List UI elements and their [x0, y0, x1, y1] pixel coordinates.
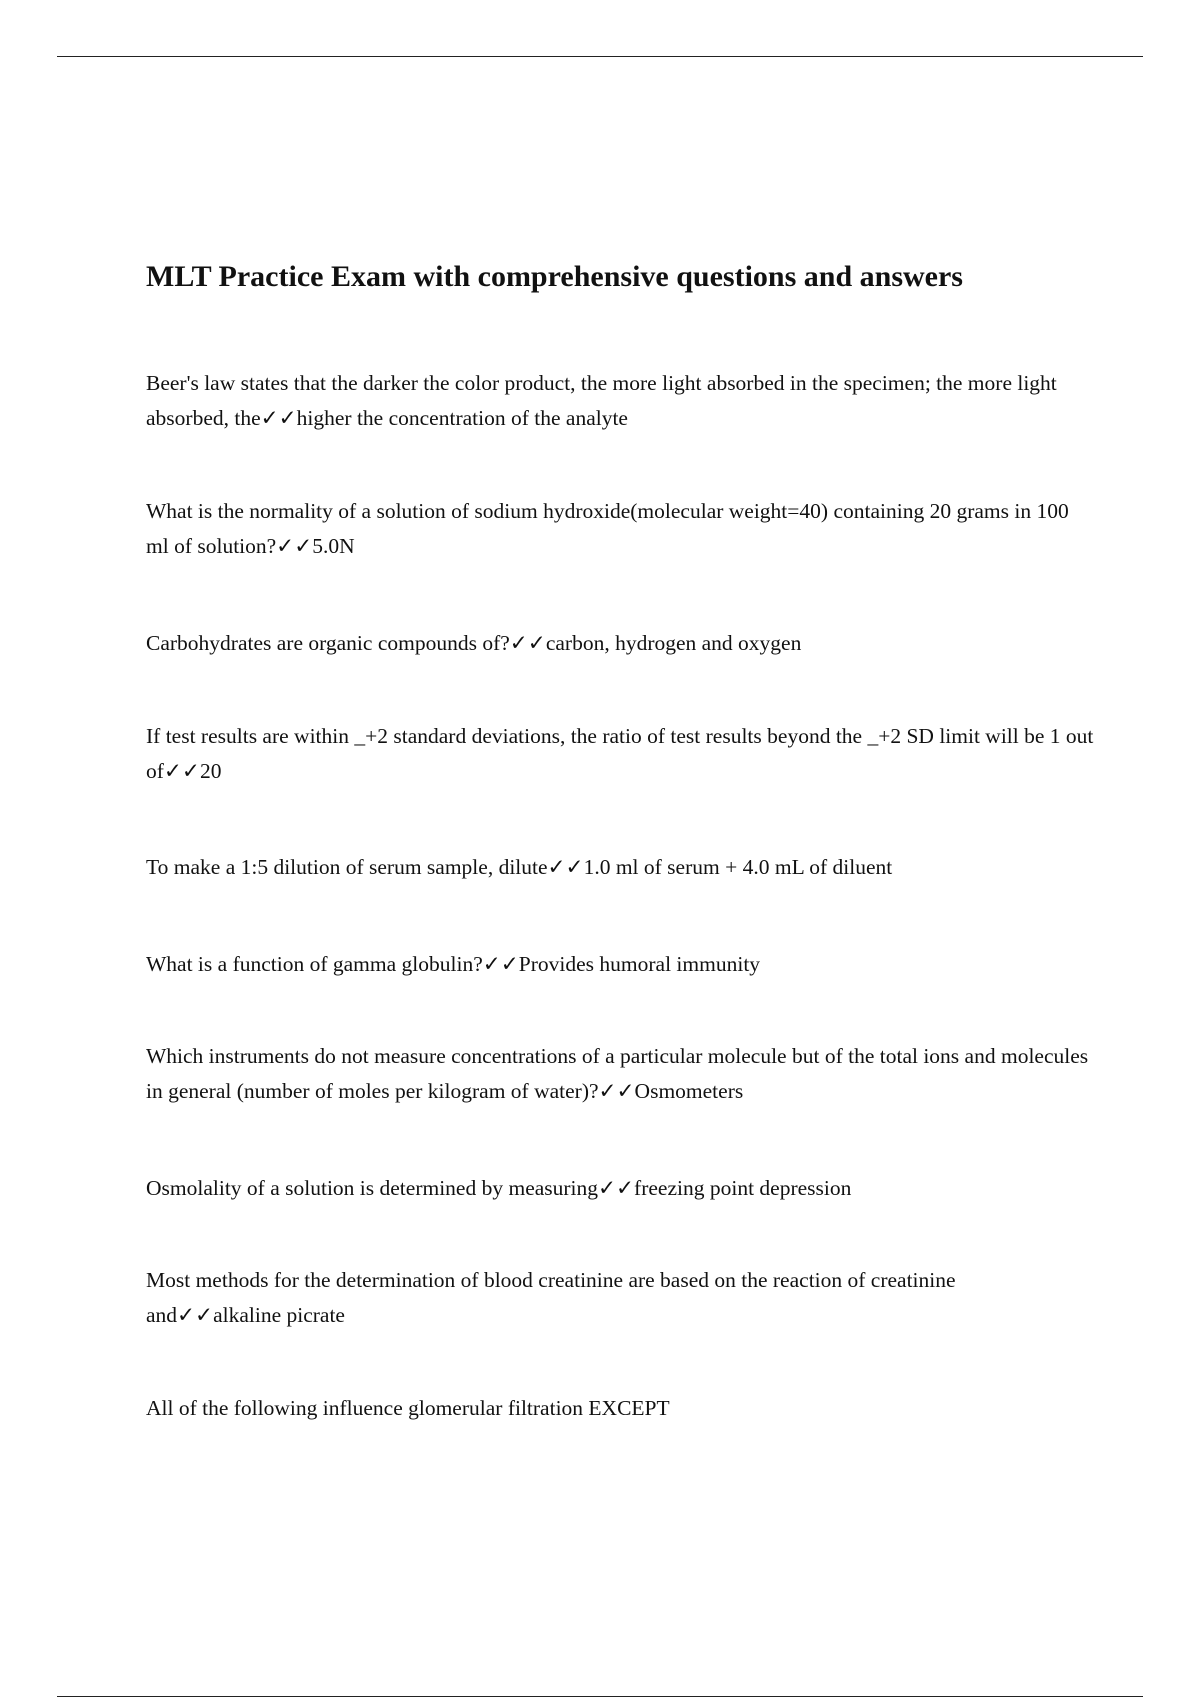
qa-item-7: Which instruments do not measure concentrations of a particular molecule but of the total ions and molecules in general (number of moles per kilogram of water)?✓✓Osmometers — [146, 1044, 1089, 1103]
qa-item-2: What is the normality of a solution of sodium hydroxide(molecular weight=40) containing 20 grams in 100 ml of solution?✓✓5.0N — [146, 499, 1069, 558]
header-rule — [57, 56, 1143, 57]
qa-item-4: If test results are within _+2 standard deviations, the ratio of test results beyond the _+2 SD limit will be 1 out of✓✓20 — [146, 724, 1094, 783]
qa-item-6: What is a function of gamma globulin?✓✓Provides humoral immunity — [146, 952, 761, 976]
document-title: MLT Practice Exam with comprehensive questions and answers — [146, 260, 963, 293]
footer-rule — [57, 1696, 1143, 1697]
qa-item-5: To make a 1:5 dilution of serum sample, dilute✓✓1.0 ml of serum + 4.0 mL of diluent — [146, 855, 893, 879]
qa-item-1: Beer's law states that the darker the color product, the more light absorbed in the specimen; the more light absorbed, the✓✓higher the concentration of the analyte — [146, 371, 1057, 430]
qa-item-8: Osmolality of a solution is determined by measuring✓✓freezing point depression — [146, 1176, 852, 1200]
qa-item-9: Most methods for the determination of blood creatinine are based on the reaction of creatinine and✓✓alkaline picrate — [146, 1268, 956, 1327]
qa-item-3: Carbohydrates are organic compounds of?✓✓carbon, hydrogen and oxygen — [146, 631, 802, 655]
qa-item-10: All of the following influence glomerular filtration EXCEPT — [146, 1396, 670, 1420]
